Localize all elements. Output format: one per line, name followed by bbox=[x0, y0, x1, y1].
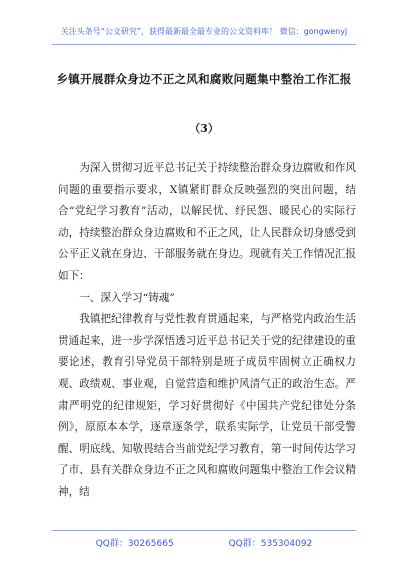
header-banner: 关注头条号“公文研究”，获得最新最全最专业的公文资料库！ 微信：gongwenyj bbox=[60, 27, 348, 36]
document-subtitle: （3） bbox=[189, 122, 219, 135]
header-divider bbox=[52, 44, 356, 45]
document-body bbox=[58, 158, 356, 504]
footer-qq-group-1: QQ群：30265665 bbox=[95, 539, 174, 549]
footer bbox=[0, 536, 408, 549]
paragraph-intro: 为深入贯彻习近平总书记关于持续整治群众身边腐败和作风问题的重要指示要求，X镇紧盯群众反映强烈的突出问题，结合“党纪学习教育”活动，以解民忧、纾民怨、暖民心的实际行动，持续整治群众身边腐败和不正之风，让人民群众切身感受到公平正义就在身边、干部服务就在身边。现就有关工作情况汇报如下： bbox=[58, 162, 356, 282]
section-heading: 一、深入学习“铸魂” bbox=[79, 291, 175, 304]
footer-divider bbox=[52, 530, 356, 531]
document-title: 乡镇开展群众身边不正之风和腐败问题集中整治工作汇报 bbox=[56, 72, 352, 86]
paragraph-section-one: 我镇把纪律教育与党性教育贯通起来，与严格党内政治生活贯通起来，进一步学深悟透习近平总书记关于党的纪律建设的重要论述，教育引导党员干部特别是班子成员牢固树立正确权力观、政绩观、事业观，自觉营造和维护风清气正的政治生态。严肃严明党的纪律规矩，学习好贯彻好《中国共产党纪律处分条例》，原原本本学，逐章逐条学，联系实际学，让党员干部受警醒、明底线、知敬畏结合当前党纪学习教育，第一时间传达学习了市、县有关群众身边不正之风和腐败问题集中整治工作会议精神，结 bbox=[58, 313, 356, 498]
footer-qq-group-2: QQ群：535304092 bbox=[228, 539, 313, 549]
